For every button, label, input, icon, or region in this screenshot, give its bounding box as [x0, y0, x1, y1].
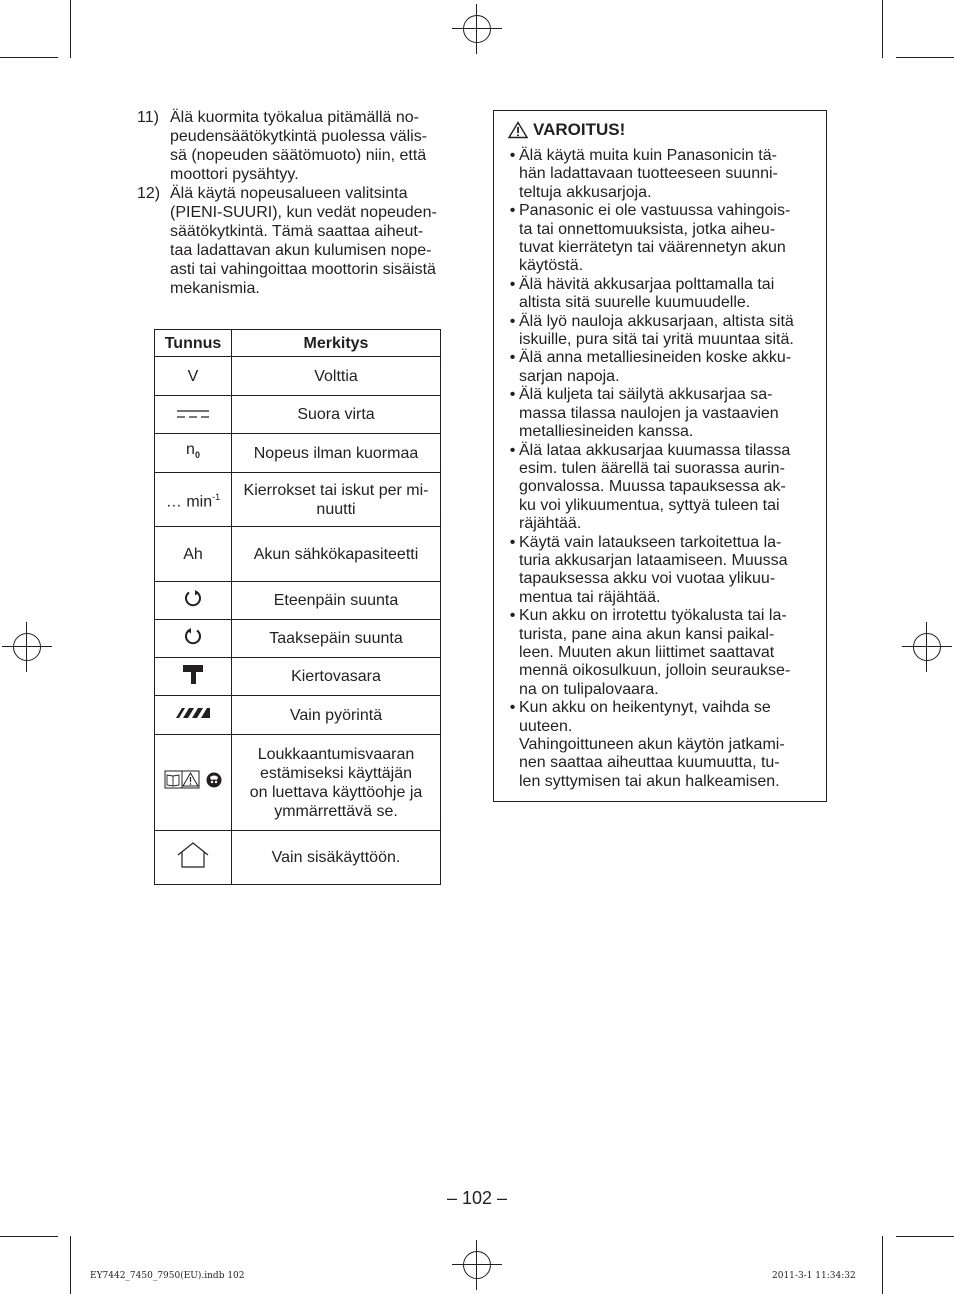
symbol-cell	[155, 658, 232, 696]
list-item-text: Älä hävitä akkusarjaa polttamalla tai altista sitä suurelle kuumuudelle.	[519, 275, 775, 312]
symbol-cell	[155, 735, 232, 831]
list-item	[506, 699, 822, 791]
symbol-cell	[155, 396, 232, 434]
symbol-table	[154, 329, 441, 885]
bullet: •	[509, 275, 516, 293]
crop-mark	[882, 1236, 883, 1294]
list-item-text: Älä anna metalliesineiden koske akku- sarjan napoja.	[519, 349, 792, 385]
meaning-cell: Suora virta	[232, 396, 441, 434]
bullet: •	[509, 533, 516, 551]
table-row	[155, 434, 441, 473]
bullet: •	[509, 699, 516, 717]
header-symbol: Tunnus	[155, 330, 232, 357]
drill-bit-icon	[175, 706, 211, 720]
meaning-cell: Vain sisäkäyttöön.	[232, 831, 441, 885]
list-item	[506, 202, 822, 276]
list-item	[506, 607, 822, 699]
superscript: -1	[212, 491, 221, 502]
table-row	[155, 582, 441, 620]
crop-mark	[896, 1236, 954, 1237]
table-row	[155, 527, 441, 582]
table-row	[155, 658, 441, 696]
list-item	[506, 386, 822, 441]
list-item	[506, 534, 822, 608]
table-row	[155, 357, 441, 396]
crop-mark	[882, 0, 883, 58]
table-row	[155, 831, 441, 885]
list-item	[506, 349, 822, 386]
registration-mark-bottom	[452, 1240, 502, 1290]
warning-title: VAROITUS!	[533, 120, 626, 139]
list-item-text: Älä lyö nauloja akkusarjaan, altista sitä iskuille, pura sitä tai yritä muuntaa sitä.	[519, 312, 794, 349]
symbol-cell	[155, 527, 232, 582]
list-item-text: Kun akku on irrotettu työkalusta tai la- turista, pane aina akun kansi paikal- leen. Muuten akun liittimet saattavat mennä oikosulkuun, jolloin seuraukse- na on tulipalovaara.	[519, 607, 791, 698]
subscript: 0	[194, 450, 200, 461]
list-item	[137, 108, 467, 184]
table-header-row	[155, 330, 441, 357]
list-item	[506, 442, 822, 534]
list-item-number: 12)	[137, 185, 161, 202]
volt-symbol: V	[187, 367, 199, 385]
list-item	[506, 313, 822, 350]
meaning-cell: Vain pyörintä	[232, 696, 441, 735]
meaning-cell: Kiertovasara	[232, 658, 441, 696]
symbol-cell	[155, 434, 232, 473]
warning-heading	[508, 121, 625, 139]
bullet: •	[509, 386, 516, 404]
crop-mark	[70, 0, 71, 58]
bullet: •	[509, 441, 516, 459]
list-item	[506, 147, 822, 202]
registration-mark-left	[2, 622, 52, 672]
no-load-speed-symbol: n	[186, 441, 195, 459]
direct-current-icon	[176, 409, 210, 419]
table-row	[155, 696, 441, 735]
crop-mark	[0, 57, 58, 58]
symbol-cell	[155, 831, 232, 885]
table-row	[155, 396, 441, 434]
reverse-rotation-icon	[184, 627, 202, 645]
symbol-cell	[155, 582, 232, 620]
read-manual-warning-icons	[164, 770, 222, 790]
registration-mark-top	[452, 4, 502, 54]
symbol-cell	[155, 620, 232, 658]
meaning-cell: Eteenpäin suunta	[232, 582, 441, 620]
forward-rotation-icon	[184, 589, 202, 607]
table-row	[155, 735, 441, 831]
registration-mark-right	[902, 622, 952, 672]
list-item-text: Käytä vain lataukseen tarkoitettua la- turia akkusarjan lataamiseen. Muussa tapauksessa akku voi vuotaa ylikuu- mentua tai räjähtää.	[519, 533, 788, 606]
table-row	[155, 620, 441, 658]
bullet: •	[509, 312, 516, 330]
meaning-cell: Akun sähkökapasiteetti	[232, 527, 441, 582]
crop-mark	[70, 1236, 71, 1294]
list-item-text: Älä kuljeta tai säilytä akkusarjaa sa- massa tilassa naulojen ja vastaavien metalliesineiden kanssa.	[519, 386, 779, 441]
list-item-text: Älä kuormita työkalua pitämällä no- peudensäätökytkintä puolessa välis- sä (nopeuden säätömuoto) niin, että moottori pysähtyy.	[170, 109, 428, 183]
list-item	[506, 276, 822, 313]
list-item-text: Älä lataa akkusarjaa kuumassa tilassa esim. tulen äärellä tai suorassa aurin- gonvalossa. Muussa tapauksessa ak- ku voi ylikuumentua, syttyä tuleen tai räjähtää.	[519, 441, 791, 533]
list-item-text: Älä käytä muita kuin Panasonicin tä- hän ladattavaan tuotteeseen suunni- teltuja akkusarjoja.	[519, 147, 778, 201]
crop-mark	[896, 57, 954, 58]
indoor-house-icon	[176, 841, 210, 869]
list-item-text: Kun akku on heikentynyt, vaihda se uuteen. Vahingoittuneen akun käytön jatkami- nen saattaa aiheuttaa kuumuutta, tu- len syttymisen tai akun halkeamisen.	[519, 699, 785, 790]
list-item-text: Panasonic ei ole vastuussa vahingois- ta tai onnettomuuksista, jotka aiheu- tuvat kierrätetyn tai väärennetyn akun käytöstä.	[519, 202, 791, 275]
meaning-cell: Volttia	[232, 357, 441, 396]
page-number: – 102 –	[447, 1188, 508, 1208]
warning-list	[506, 147, 822, 791]
per-minute-symbol: … min	[165, 493, 213, 511]
list-item-text: Älä käytä nopeusalueen valitsinta (PIENI-SUURI), kun vedät nopeuden- säätökytkintä. Tämä saattaa aiheut- taa ladattavan akun kulumisen nope- asti tai vahingoittaa moottorin sisäistä mekanismia.	[170, 185, 437, 297]
warning-box	[493, 110, 827, 802]
ampere-hour-symbol: Ah	[183, 545, 203, 563]
bullet: •	[509, 202, 516, 220]
print-slug-file: EY7442_7450_7950(EU).indb 102	[90, 1271, 245, 1281]
meaning-cell: Loukkaantumisvaaran estämiseksi käyttäjän on luettava käyttöohje ja ymmärrettävä se.	[232, 735, 441, 831]
list-item	[137, 184, 467, 298]
header-meaning: Merkitys	[232, 330, 441, 357]
table-row	[155, 473, 441, 527]
list-item-number: 11)	[137, 109, 159, 126]
crop-mark	[0, 1236, 58, 1237]
warning-triangle-icon	[508, 121, 528, 139]
meaning-cell: Kierrokset tai iskut per mi- nuutti	[232, 473, 441, 527]
meaning-cell: Nopeus ilman kuormaa	[232, 434, 441, 473]
bullet: •	[509, 147, 516, 164]
print-slug-date: 2011-3-1 11:34:32	[772, 1271, 856, 1281]
bullet: •	[509, 349, 516, 367]
hammer-icon	[181, 662, 205, 686]
symbol-cell	[155, 696, 232, 735]
meaning-cell: Taaksepäin suunta	[232, 620, 441, 658]
bullet: •	[509, 607, 516, 625]
safety-instructions-list	[137, 108, 467, 298]
symbol-cell	[155, 357, 232, 396]
symbol-cell	[155, 473, 232, 527]
